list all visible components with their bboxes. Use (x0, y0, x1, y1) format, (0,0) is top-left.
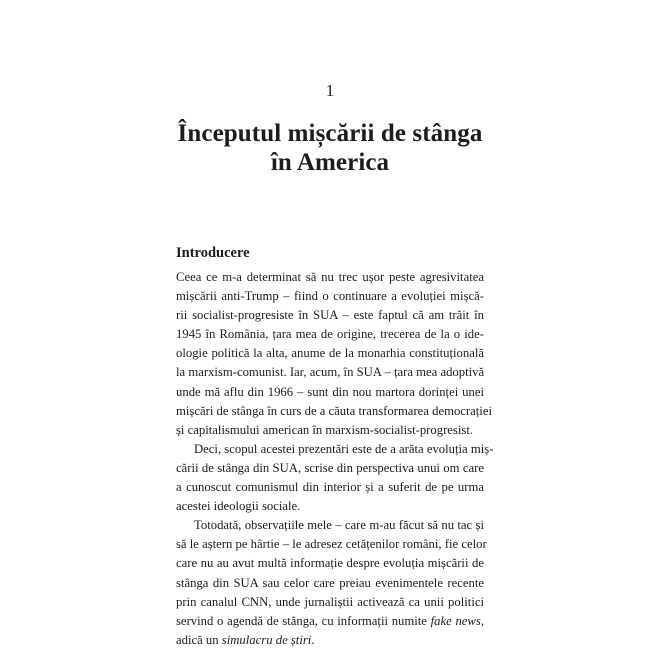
text-line: cării de stânga din SUA, scrise din perspectiva unui om care (176, 460, 484, 475)
text-fragment: adică un (176, 632, 219, 647)
section-heading: Introducere (176, 245, 250, 261)
text-line: 1945 în România, țara mea de origine, trecerea de la o ide- (176, 327, 484, 342)
text-line: ologie politică la alta, anume de la monarhia constituțională (176, 346, 484, 361)
text-line: la marxism-comunist. Iar, acum, în SUA – țara mea adoptivă (176, 365, 485, 380)
paragraph-1 (176, 268, 492, 440)
text-line: Totodată, observațiile mele – care m-au făcut să nu tac și (194, 518, 484, 533)
text-fragment: servind o agendă de stânga, cu informații numite (176, 613, 427, 628)
text-line: mișcării anti-Trump – fiind o continuare a evoluției mișcă- (176, 289, 484, 304)
text-line: mișcări de stânga în curs de a căuta transformarea democrației (176, 403, 492, 418)
text-line: acestei ideologii sociale. (176, 499, 301, 514)
chapter-title-line-2: în America (270, 149, 390, 176)
italic-term: simulacru de știri (221, 632, 312, 647)
text-line: Ceea ce m-a determinat să nu trec ușor peste agresivitatea (176, 270, 484, 284)
text-line: unde mă aflu din 1966 – sunt din nou martora dorinței unei (176, 384, 484, 399)
section-introduction (176, 243, 494, 650)
text-line: să le aștern pe hârtie – le adresez cetățenilor români, fie celor (176, 537, 487, 552)
text-line: rii socialist-progresiste în SUA – este faptul că am trăit în (176, 308, 484, 323)
text-line: care nu au avut multă informație despre evoluția mișcării de (176, 556, 484, 571)
chapter-number: 1 (325, 81, 335, 100)
text-line: și capitalismului american în marxism-socialist-progresist. (176, 422, 474, 437)
chapter-title (0, 119, 660, 177)
text-line-mixed (176, 612, 484, 631)
paragraph-2 (176, 440, 494, 516)
italic-term: fake news, (430, 613, 484, 628)
text-line: prin canalul CNN, unde jurnaliștii activează ca unii politici (176, 594, 484, 609)
text-line-mixed (176, 631, 484, 650)
end-punctuation: . (311, 632, 315, 647)
text-line: stânga din SUA sau celor care preiau evenimentele recente (176, 575, 484, 590)
paragraph-3 (176, 516, 487, 650)
text-line: a cunoscut comunismul din interior și a suferit de pe urma (176, 480, 484, 495)
chapter-title-line-1: Începutul mișcării de stânga (177, 120, 483, 147)
text-line: Deci, scopul acestei prezentări este de a arăta evoluția miș- (194, 441, 494, 456)
